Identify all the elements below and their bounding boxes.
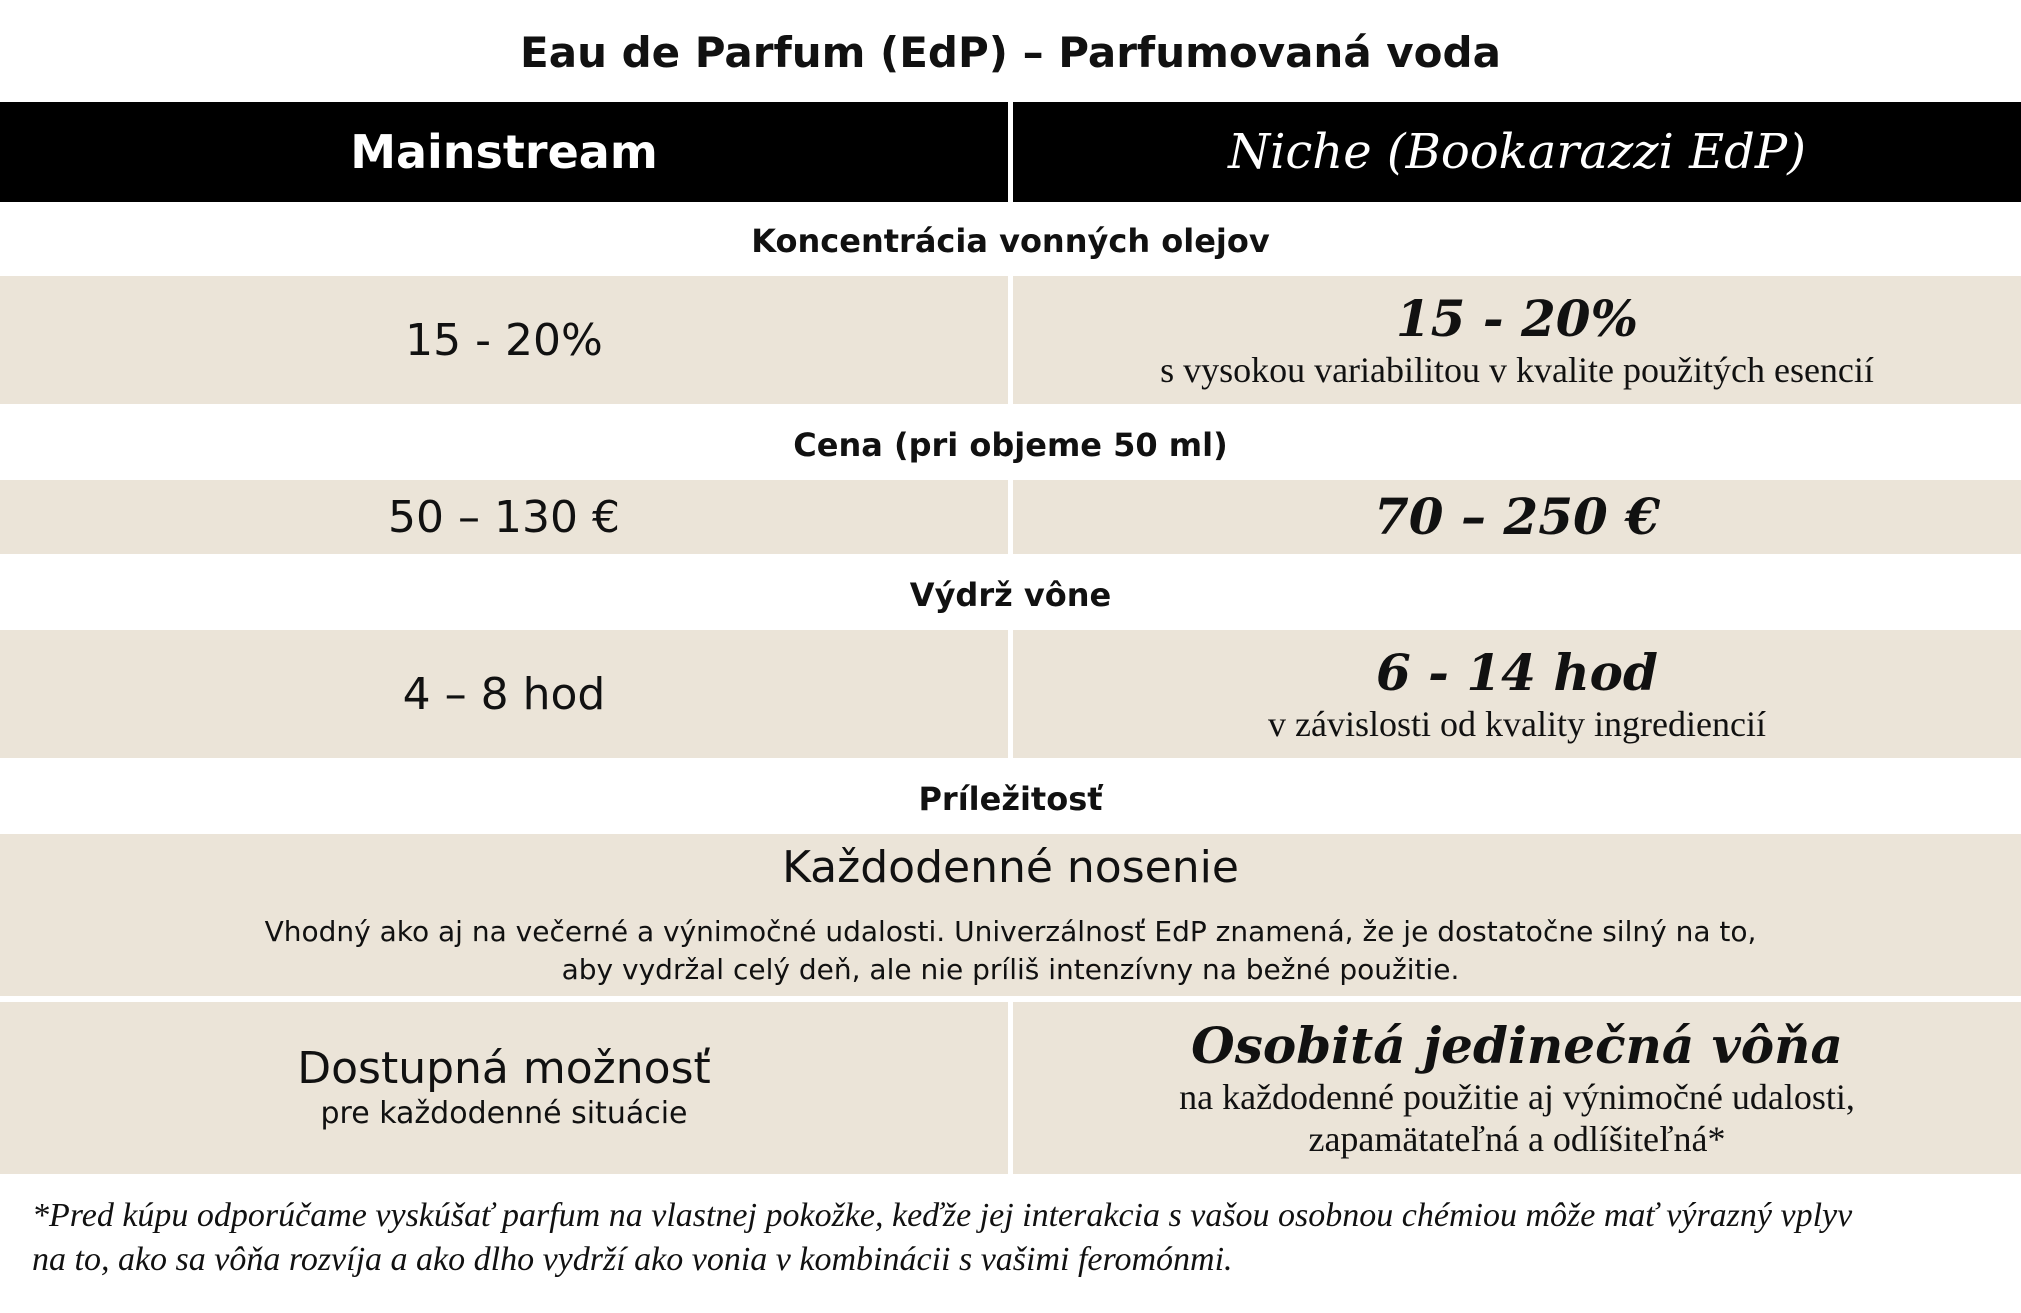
occasion-mainstream-note: pre každodenné situácie — [320, 1095, 688, 1131]
occasion-niche-value: Osobitá jedinečná vôňa — [1191, 1016, 1843, 1075]
column-header-mainstream-label: Mainstream — [350, 125, 658, 179]
longevity-mainstream-cell — [0, 630, 1008, 758]
concentration-niche-cell — [1013, 276, 2021, 404]
price-niche-value: 70 – 250 € — [1374, 487, 1660, 546]
price-row — [0, 480, 2021, 554]
occasion-shared-cell — [0, 834, 2021, 996]
occasion-shared-desc-line2: aby vydržal celý deň, ale nie príliš intenzívny na bežné použitie. — [561, 953, 1460, 986]
concentration-mainstream-cell — [0, 276, 1008, 404]
section-label-occasion: Príležitosť — [918, 780, 1103, 818]
column-header-niche — [1013, 102, 2021, 202]
column-header-niche-label: Niche (Bookarazzi EdP) — [1228, 124, 1806, 180]
occasion-shared-row — [0, 834, 2021, 996]
occasion-row — [0, 1002, 2021, 1174]
section-label-longevity: Výdrž vône — [909, 576, 1112, 614]
occasion-mainstream-value: Dostupná možnosť — [297, 1042, 711, 1094]
price-niche-cell — [1013, 480, 2021, 554]
section-label-price: Cena (pri objeme 50 ml) — [793, 426, 1228, 464]
occasion-mainstream-cell — [0, 1002, 1008, 1174]
concentration-mainstream-value: 15 - 20% — [405, 314, 603, 366]
longevity-mainstream-value: 4 – 8 hod — [402, 668, 606, 720]
longevity-niche-cell — [1013, 630, 2021, 758]
footnote-line2: na to, ako sa vôňa rozvíja a ako dlho vydrží ako vonia v kombinácii s vašimi feromónmi. — [32, 1241, 1233, 1278]
longevity-niche-value: 6 - 14 hod — [1375, 643, 1658, 702]
page-title: Eau de Parfum (EdP) – Parfumovaná voda — [520, 28, 1501, 77]
longevity-niche-note: v závislosti od kvality ingrediencií — [1268, 704, 1766, 744]
longevity-row — [0, 630, 2021, 758]
footnote-line1: *Pred kúpu odporúčame vyskúšať parfum na vlastnej pokožke, keďže jej interakcia s vašou osobnou chémiou môže mať výrazný vplyv — [32, 1197, 1853, 1234]
column-header-mainstream — [0, 102, 1008, 202]
occasion-niche-note-line2: zapamätateľná a odlíšiteľná* — [1308, 1119, 1726, 1159]
occasion-shared-desc-line1: Vhodný ako aj na večerné a výnimočné udalosti. Univerzálnosť EdP znamená, že je dostatočne silný na to, — [264, 915, 1757, 948]
price-mainstream-value: 50 – 130 € — [388, 491, 620, 543]
occasion-shared-title: Každodenné nosenie — [782, 842, 1239, 893]
concentration-niche-note: s vysokou variabilitou v kvalite použitých esencií — [1160, 350, 1874, 390]
column-header-row — [0, 102, 2021, 202]
occasion-niche-note-line1: na každodenné použitie aj výnimočné udalosti, — [1179, 1077, 1855, 1117]
occasion-niche-cell — [1013, 1002, 2021, 1174]
concentration-niche-value: 15 - 20% — [1395, 289, 1639, 348]
section-label-concentration: Koncentrácia vonných olejov — [751, 222, 1270, 260]
price-mainstream-cell — [0, 480, 1008, 554]
footnote — [32, 1194, 1992, 1282]
concentration-row — [0, 276, 2021, 404]
